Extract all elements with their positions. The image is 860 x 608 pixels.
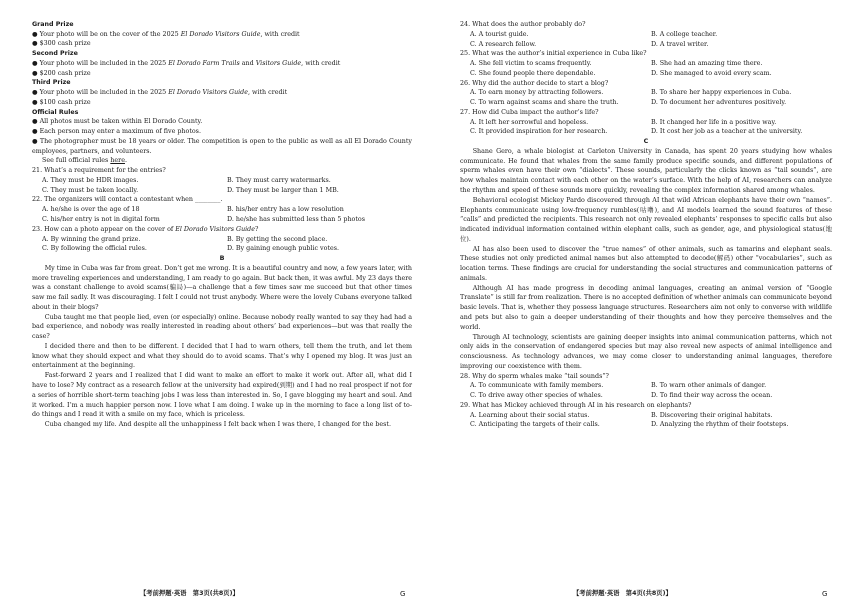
question-25: 25. What was the author’s initial experience in Cuba like? (460, 50, 647, 58)
right-column (460, 20, 832, 430)
question-24-options (460, 30, 832, 50)
option: B. To warn other animals of danger. (651, 382, 767, 390)
passage-b-paragraph-4: Fast-forward 2 years and I realized that I did want to make an effort to make it work out. After all, what did I have to lose? My contract as a research fellow at the university had expired(到期) and I had no real prospect if not for a series of horrible short-term teaching jobs I was less than interested in. So, I gave blogging my heart and soul. And it worked. I’m a much happier person now. I love what I am doing. I wake up in the morning to face a long list of to-do things and I read it with a smile on my face, which is priceless. (32, 372, 412, 419)
rules-link[interactable]: here (110, 157, 125, 165)
option: C. A research fellow. (470, 40, 537, 48)
third-prize-heading: Third Prize (32, 79, 71, 87)
section-b-heading: B (219, 255, 225, 263)
question-29-options (460, 411, 832, 431)
passage-b-paragraph-3: I decided there and then to be different. I decided that I had to warn others, tell them the truth, and let them know what they should expect and what they should do to avoid scams. That’s why I opened my blog. It was just an entertainment at the beginning. (32, 342, 412, 370)
second-prize-heading: Second Prize (32, 50, 78, 58)
option: C. Anticipating the targets of their calls. (470, 421, 600, 429)
question-21-options (32, 176, 412, 196)
grand-prize-item-1: ● Your photo will be on the cover of the 2025 El Dorado Visitors Guide, with credit (32, 30, 412, 40)
option: C. They must be taken locally. (42, 186, 139, 194)
passage-c-paragraph-3: AI has also been used to discover the “true names” of other animals, such as tamarins and elephant seals. These studies not only predicted animal names but also attempted to decode(解码) other “vocabularies”, such as location terms. These findings are crucial for understanding the social structures and communication patterns of animals. (460, 245, 832, 282)
option: D. She managed to avoid every scam. (651, 69, 772, 77)
option: D. By gaining enough public votes. (227, 245, 340, 253)
question-23: 23. How can a photo appear on the cover of El Dorado Visitors Guide? (32, 225, 259, 233)
passage-b-paragraph-5: Cuba changed my life. And despite all the unhappiness I felt back when I was there, I changed for the best. (44, 421, 391, 429)
third-prize-item-1: ● Your photo will be included in the 2025 El Dorado Visitors Guide, with credit (32, 88, 412, 98)
question-22-options (32, 205, 412, 225)
rule-1: ● All photos must be taken within El Dorado County. (32, 117, 412, 127)
option: C. his/her entry is not in digital form (42, 216, 160, 223)
option: A. They must be HDR images. (42, 176, 139, 184)
option: B. To share her happy experiences in Cuba. (651, 89, 792, 97)
option: D. Analyzing the rhythm of their footsteps. (651, 421, 789, 429)
option: D. They must be larger than 1 MB. (227, 186, 339, 194)
option: D. To find their way across the ocean. (651, 392, 773, 400)
option: C. To drive away other species of whales. (470, 392, 603, 400)
rule-3: ● The photographer must be 18 years or older. The competition is open to the public as well as all El Dorado County employees, partners, and volunteers. (32, 137, 412, 157)
right-page-version: G (822, 590, 828, 598)
option: D. A travel writer. (651, 40, 709, 48)
grand-prize-item-2: ● $300 cash prize (32, 39, 412, 49)
option: B. By getting the second place. (227, 235, 328, 243)
section-c-heading: C (643, 138, 649, 146)
passage-c-paragraph-5: Through AI technology, scientists are gaining deeper insights into animal communication patterns, which not only aids in the conservation of endangered species but may also reveal new aspects of animal intelligence and consciousness. As technology advances, we may come closer to understanding animal languages, therefore improving our coexistence with them. (460, 333, 832, 370)
passage-c-paragraph-1: Shane Gero, a whale biologist at Carleton University in Canada, has spent 20 years studying how whales communicate. He found that whales from the same family produce specific sounds, and different populations of sperm whales even have their own “dialects”. These sounds, particularly the clicks known as “tail sounds”, are how whales maintain contact with each other on the water’s surface. With the help of AI, researchers can analyze the rhythm and speed of these sounds more quickly, revealing the complex information shared among whales. (460, 147, 832, 195)
option: B. his/her entry has a low resolution (227, 206, 344, 214)
option: A. To earn money by attracting followers. (470, 89, 604, 97)
option: A. She fell victim to scams frequently. (470, 60, 592, 68)
rule-2: ● Each person may enter a maximum of five photos. (32, 127, 412, 137)
second-prize-item-1: ● Your photo will be included in the 2025 El Dorado Farm Trails and Visitors Guide, with credit (32, 59, 412, 69)
passage-c-paragraph-2: Behavioral ecologist Mickey Pardo discovered through AI that wild African elephants have their own “names”. Elephants communicate using low-frequency rumbles(咕噜), and AI models learned the sound features of these “calls” and predicted the recipients. This research not only revealed elephants’ responses to specific calls but also indicated individual information contained within elephant calls, such as gender, age, and physiological status(地位). (460, 196, 832, 243)
option: C. To warn against scams and share the truth. (470, 99, 619, 107)
left-page-version: G (400, 590, 406, 598)
question-27: 27. How did Cuba impact the author’s life? (460, 108, 599, 116)
option: B. Discovering their original habitats. (651, 411, 773, 419)
second-prize-item-2: ● $200 cash prize (32, 69, 412, 79)
option: A. By winning the grand prize. (42, 235, 141, 243)
option: D. he/she has submitted less than 5 photos (227, 216, 365, 223)
right-page-footer: 【考前押题·英语 第4页(共8页)】 (573, 590, 672, 597)
option: A. A tourist guide. (470, 30, 529, 38)
option: C. She found people there dependable. (470, 69, 596, 77)
question-28: 28. Why do sperm whales make “tail sounds”? (460, 372, 609, 380)
rules-see-more: See full official rules here. (42, 157, 127, 165)
grand-prize-heading: Grand Prize (32, 21, 74, 28)
option: A. It left her sorrowful and hopeless. (470, 118, 589, 126)
question-24: 24. What does the author probably do? (460, 21, 586, 28)
answer-blank: ________ (195, 196, 221, 204)
question-25-options (460, 59, 832, 79)
option: A. he/she is over the age of 18 (42, 206, 140, 214)
option: A. To communicate with family members. (470, 382, 604, 390)
left-column (32, 20, 412, 430)
passage-b-paragraph-1: My time in Cuba was far from great. Don’t get me wrong. It is a beautiful country and now, a few years later, with more traveling experiences and understanding, I am ready to go again. But back then, it was awful. My 23 days there was a constant challenge to avoid scams(骗局)—a challenge that a few times saw me succeed but that other times saw me fail sadly. It was discouraging. I felt I could not trust anybody. Where were the lovely Cubans everyone talked about in their blogs? (32, 264, 412, 311)
official-rules-heading: Official Rules (32, 108, 79, 116)
question-27-options (460, 118, 832, 138)
option: C. By following the official rules. (42, 245, 147, 253)
question-26-options (460, 88, 832, 108)
question-23-options (32, 235, 412, 255)
passage-c-paragraph-4: Although AI has made progress in decoding animal languages, creating an animal version of “Google Translate” is still far from realization. There is no accepted definition of whether animals can communicate beyond basic levels. That is, whether they possess language structures. Researchers aim not only to converse with wildlife and pets but also to gain a deeper understanding of their thoughts and how they perceive themselves and the world. (460, 284, 832, 331)
question-28-options (460, 381, 832, 401)
question-22: 22. The organizers will contact a contestant when ________. (32, 196, 223, 204)
question-29: 29. What has Mickey achieved through AI in his research on elephants? (460, 401, 692, 409)
option: A. Learning about their social status. (470, 411, 590, 419)
question-21: 21. What’s a requirement for the entries? (32, 167, 166, 175)
option: D. To document her adventures positively. (651, 99, 787, 107)
option: B. They must carry watermarks. (227, 176, 331, 184)
option: B. It changed her life in a positive way. (651, 118, 777, 126)
option: C. It provided inspiration for her research. (470, 128, 608, 136)
left-page-footer: 【考前押题·英语 第3页(共8页)】 (140, 590, 239, 597)
option: D. It cost her job as a teacher at the university. (651, 128, 803, 136)
option: B. A college teacher. (651, 30, 718, 38)
passage-b-paragraph-2: Cuba taught me that people lied, even (or especially) online. Because nobody really wanted to say they had had a bad experience, and nobody was really interested in reading about others’ bad experiences—but was that really the case? (32, 313, 412, 341)
option: B. She had an amazing time there. (651, 60, 763, 68)
question-26: 26. Why did the author decide to start a blog? (460, 79, 609, 87)
third-prize-item-2: ● $100 cash prize (32, 98, 412, 108)
